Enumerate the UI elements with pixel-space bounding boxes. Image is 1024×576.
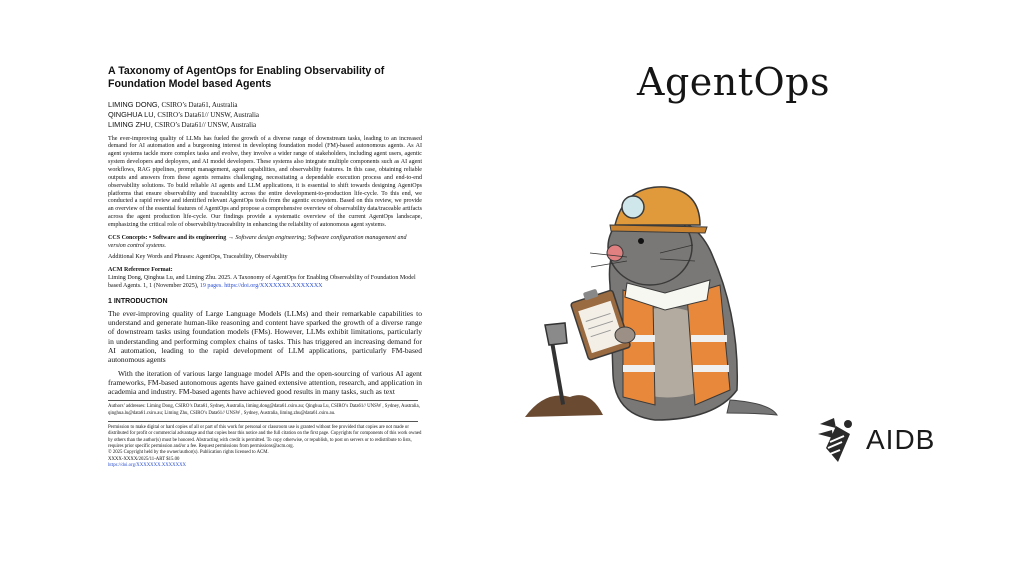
paper-page xyxy=(108,56,422,469)
intro-paragraph: The ever-improving quality of Large Language Models (LLMs) and their remarkable capabilities to understand and generate human-like reasoning and content have sparked the growth of a diverse range of downstream tasks using foundation models (FMs). However, LLMs exhibit limitations, particularly in understanding and performing complex chains of tasks. This has triggered an increasing demand for AI automation, leading to the rapid development of LLM applications, particularly FM-based autonomous agents xyxy=(108,308,422,365)
mole-nose xyxy=(607,245,623,261)
author-line: LIMING ZHU, CSIRO’s Data61// UNSW, Australia xyxy=(108,120,257,130)
issn: XXXX-XXXX/2025/11-ART $15.00 xyxy=(108,456,180,462)
copyright: © 2025 Copyright held by the owner/author(s). Publication rights licensed to ACM. xyxy=(108,450,269,456)
headlamp xyxy=(622,196,644,218)
shovel-handle xyxy=(549,335,565,405)
hero-title: AgentOps xyxy=(637,60,830,104)
section-heading: 1 INTRODUCTION xyxy=(108,297,168,305)
mole-mascot-illustration xyxy=(515,175,785,430)
keywords: Additional Key Words and Phrases: AgentOps, Traceability, Observability xyxy=(108,254,288,261)
tail xyxy=(727,400,777,415)
doi-link[interactable]: https://doi.org/XXXXXXX.XXXXXXX xyxy=(108,462,186,468)
aidb-bee-icon xyxy=(818,418,854,462)
reference-format: Liming Dong, Qinghua Lu, and Liming Zhu. 2025. A Taxonomy of AgentOps for Enabling Observability of Foundation Model based Agents. 1, 1 (November 2025), 19 pages. https://doi.org/XXXXXXX.XXXXXXX xyxy=(108,275,416,289)
intro-paragraph: With the iteration of various large language model APIs and the open-sourcing of various AI agent frameworks, FM-based autonomous agents have gained extensive attention, research, and application in academia and industry. FM-based agents have achieved good results in many tasks, such as text xyxy=(108,368,422,397)
footnote-divider xyxy=(108,400,418,401)
paper-title: A Taxonomy of AgentOps for Enabling Observability of Foundation Model based Agents xyxy=(108,65,385,90)
ccs-concepts: CCS Concepts: • Software and its engineering → Software design engineering; Software configuration management and version control systems. xyxy=(108,234,407,249)
pages-link[interactable]: 19 pages. xyxy=(199,282,223,289)
permission-notice: Permission to make digital or hard copies of all or part of this work for personal or classroom use is granted without fee provided that copies are not made or distributed for profit or commercial advantage and that copies bear this notice and the full citation on the first page. Copyrights for components of this work owned by others than the author(s) must be honored. Abstracting with credit is permitted. To copy otherwise, or republish, to post on servers or to redistribute to lists, requires prior specific permission and/or a fee. Request permissions from permissions@acm.org. xyxy=(108,425,422,449)
mole-eye xyxy=(638,238,644,244)
author-line: LIMING DONG, CSIRO’s Data61, Australia xyxy=(108,100,238,109)
author-addresses: Authors’ addresses: Liming Dong, CSIRO’s Data61, Sydney, Australia, liming.dong@data61.csiro.au; Qinghua Lu, CSIRO’s Data61// UNSW , Sydney, Australia, qinghua.lu@data61.csiro.au; Liming Zhu, CSIRO’s Data61// UNSW , Sydney, Australia, liming.zhu@data61.csiro.au. xyxy=(108,404,420,416)
footnote-divider xyxy=(108,421,418,422)
author-line: QINGHUA LU, CSIRO’s Data61// UNSW, Australia xyxy=(108,110,260,120)
reference-format-label: ACM Reference Format: xyxy=(108,267,173,274)
doi-link[interactable]: https://doi.org/XXXXXXX.XXXXXXX xyxy=(222,282,323,289)
shovel-blade xyxy=(545,323,567,345)
aidb-logo xyxy=(818,418,935,462)
aidb-brand-text: AIDB xyxy=(866,424,936,455)
abstract: The ever-improving quality of LLMs has fueled the growth of a diverse range of downstream tasks, leading to an increased demand for AI automation and a burgeoning interest in developing foundation model (FM)-based autonomous agents. As AI agent systems tackle more complex tasks and evolve, they involve a wider range of stakeholders, including agent users, agentic system developers and deployers, and AI model developers. These systems also integrate multiple components such as AI agent workflows, RAG pipelines, prompt management, agent capabilities, and observability features. In this case, obtaining reliable outputs and answers from these agents remains challenging, necessitating a dependable execution process and end-to-end observability solutions. To build reliable AI agents and LLM applications, it is essential to shift towards designing AgentOps platforms that ensure observability and traceability across the entire development-to-production life-cycle. To this end, we conducted a rapid review and identified relevant AgentOps tools from the agentic ecosystem. Based on this review, we provide an overview of the essential features of AgentOps and propose a comprehensive overview of observability data/traceable artifacts across the agent production life-cycle. Our findings provide a systematic overview of the current AgentOps landscape, emphasizing the critical role of observability/traceability in enhancing the reliability of autonomous agent systems. xyxy=(108,135,422,228)
